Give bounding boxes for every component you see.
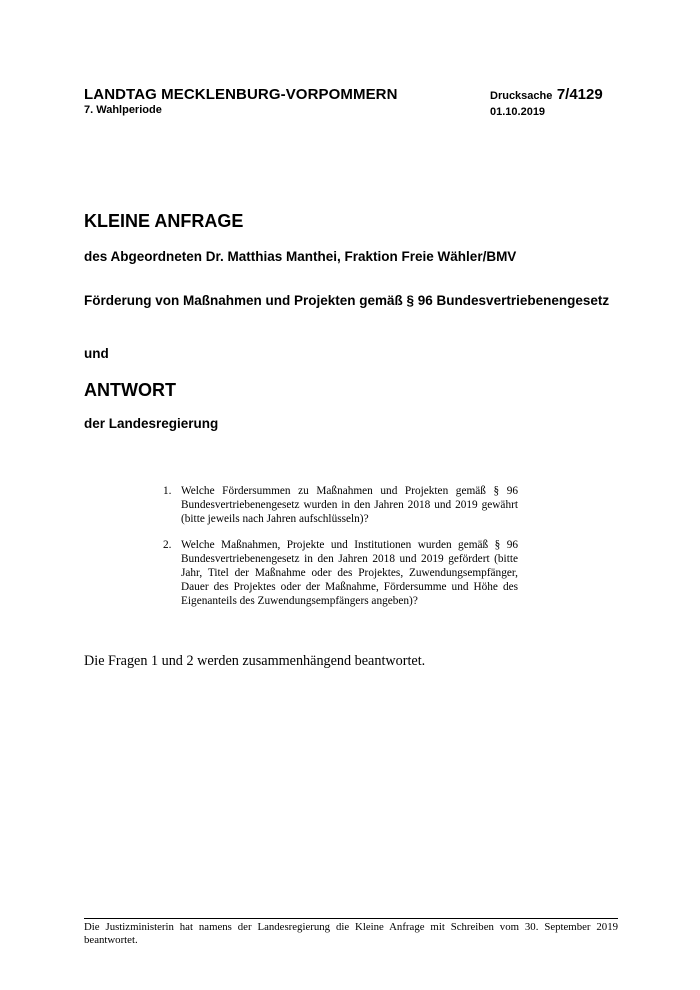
question-item: [163, 484, 518, 526]
inquiry-subject: Förderung von Maßnahmen und Projekten gemäß § 96 Bundesvertriebenengesetz: [84, 293, 610, 308]
drucksache-line: [490, 86, 603, 105]
drucksache-number: 7/4129: [556, 86, 603, 103]
footnote-divider: [84, 918, 618, 919]
drucksache-label: Drucksache: [490, 90, 553, 102]
question-item: [163, 538, 518, 608]
question-number: 2.: [163, 539, 172, 551]
parliament-name: LANDTAG MECKLENBURG-VORPOMMERN: [84, 86, 398, 103]
question-list: [163, 484, 518, 620]
document-date: 01.10.2019: [490, 106, 546, 118]
question-text: Welche Maßnahmen, Projekte und Institutionen wurden gemäß § 96 Bundesvertriebenengesetz in den Jahren 2018 und 2019 gefördert (bitte Jahr, Titel der Maßnahme oder des Projektes, Zuwendungsempfänger, Dauer des Projektes oder der Maßnahme, Fördersumme und Höhe des Eigenanteils des Zuwendungsempfängers angeben)?: [181, 539, 518, 607]
footnote-text: Die Justizministerin hat namens der Landesregierung die Kleine Anfrage mit Schreiben vom 30. September 2019 beantwortet.: [84, 921, 618, 946]
deputy-line: des Abgeordneten Dr. Matthias Manthei, Fraktion Freie Wähler/BMV: [84, 249, 517, 264]
answer-title: ANTWORT: [84, 380, 176, 400]
question-number: 1.: [163, 485, 172, 497]
legislative-period: 7. Wahlperiode: [84, 104, 162, 116]
document-header-right: [490, 86, 603, 119]
answer-text: Die Fragen 1 und 2 werden zusammenhängend beantwortet.: [84, 653, 426, 669]
document-type-title: KLEINE ANFRAGE: [84, 211, 244, 231]
question-text: Welche Fördersummen zu Maßnahmen und Projekten gemäß § 96 Bundesvertriebenengesetz wurden in den Jahren 2018 und 2019 gewährt (bitte jeweils nach Jahren aufschlüsseln)?: [181, 485, 518, 525]
document-header-left: [84, 86, 398, 117]
answer-by-line: der Landesregierung: [84, 416, 219, 431]
connector-text: und: [84, 346, 109, 361]
